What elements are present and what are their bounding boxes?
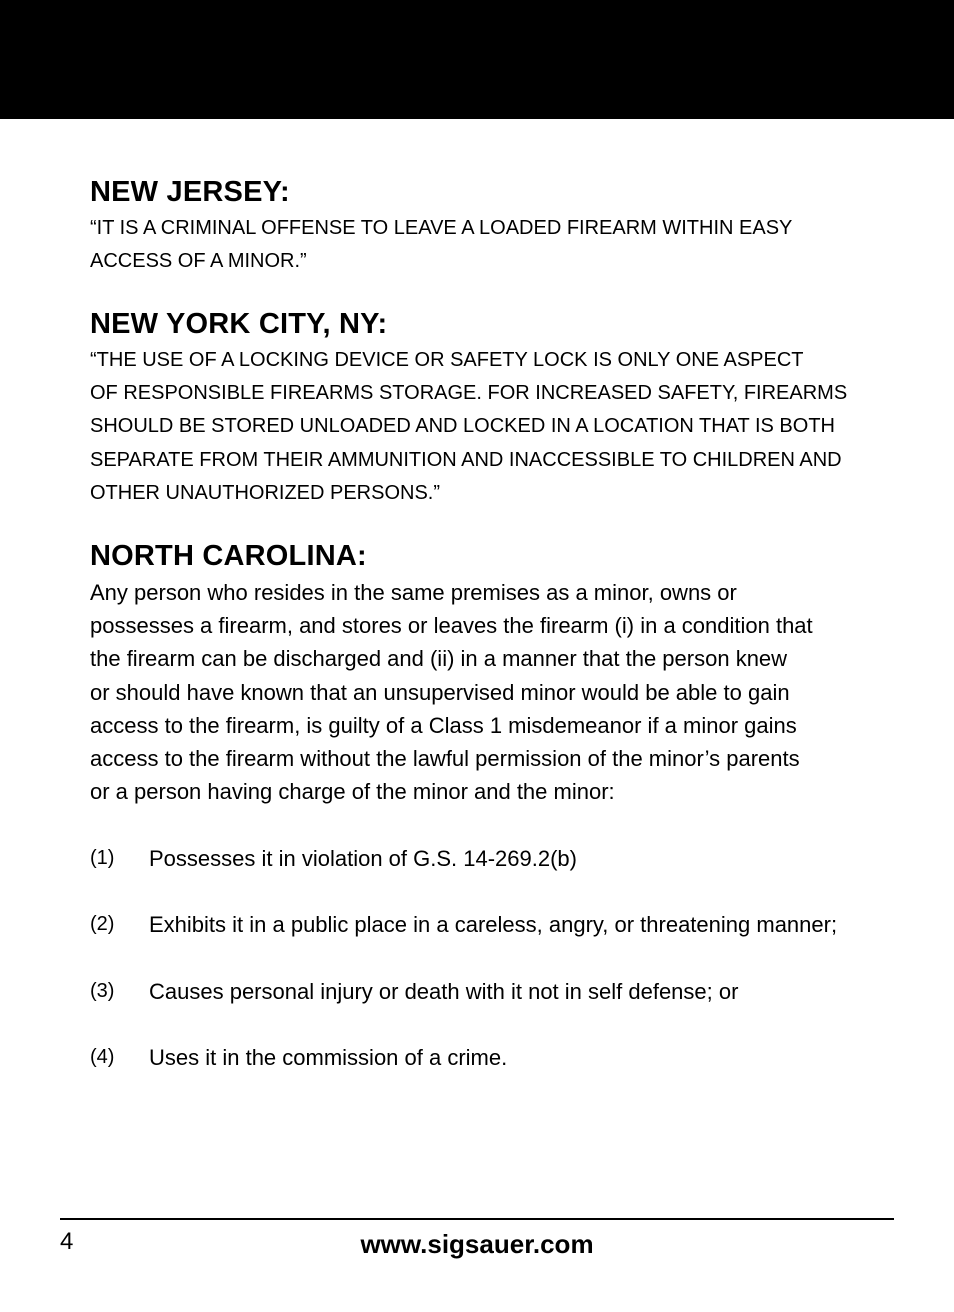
section-line: SHOULD BE STORED UNLOADED AND LOCKED IN A LOCATION THAT IS BOTH	[90, 415, 835, 438]
section-line: SEPARATE FROM THEIR AMMUNITION AND INACCESSIBLE TO CHILDREN AND	[90, 448, 842, 471]
section-line: the firearm can be discharged and (ii) in a manner that the person knew	[90, 646, 788, 672]
section-line: Any person who resides in the same premises as a minor, owns or	[90, 580, 737, 605]
section-north-carolina	[90, 536, 813, 808]
footer-divider	[60, 1218, 894, 1220]
section-heading: NEW YORK CITY, NY:	[90, 308, 388, 340]
list-item-text: Possesses it in violation of G.S. 14-269.2(b)	[149, 846, 577, 871]
section-line: or should have known that an unsupervised minor would be able to gain	[90, 679, 790, 705]
list-item-number: (2)	[90, 913, 115, 936]
list-item-number: (1)	[90, 847, 115, 869]
section-new-york-city	[90, 304, 847, 510]
list-item	[90, 975, 900, 1041]
section-line: access to the firearm without the lawful permission of the minor’s parents	[90, 746, 800, 772]
section-line: ACCESS OF A MINOR.”	[90, 250, 307, 273]
page-number: 4	[60, 1228, 74, 1255]
list-item-number: (4)	[90, 1046, 115, 1069]
list-item	[90, 842, 900, 908]
section-heading: NORTH CAROLINA:	[90, 540, 367, 572]
list-item	[90, 908, 900, 974]
section-line: OF RESPONSIBLE FIREARMS STORAGE. FOR INCREASED SAFETY, FIREARMS	[90, 382, 848, 405]
section-heading: NEW JERSEY:	[90, 176, 290, 208]
section-line: possesses a firearm, and stores or leaves the firearm (i) in a condition that	[90, 613, 813, 639]
section-line: “IT IS A CRIMINAL OFFENSE TO LEAVE A LOADED FIREARM WITHIN EASY	[90, 217, 793, 239]
footer-website-link[interactable]: www.sigsauer.com	[360, 1229, 594, 1259]
list-item-text: Exhibits it in a public place in a careless, angry, or threatening manner;	[149, 912, 838, 938]
section-new-jersey	[90, 172, 792, 278]
list-item	[90, 1041, 900, 1107]
list-item-number: (3)	[90, 979, 115, 1002]
north-carolina-conditions-list	[90, 842, 900, 1108]
section-line: or a person having charge of the minor and the minor:	[90, 779, 615, 805]
section-line: “THE USE OF A LOCKING DEVICE OR SAFETY LOCK IS ONLY ONE ASPECT	[90, 349, 804, 371]
list-item-text: Uses it in the commission of a crime.	[149, 1045, 508, 1071]
header-bar	[0, 0, 954, 119]
list-item-text: Causes personal injury or death with it not in self defense; or	[149, 978, 739, 1004]
section-line: access to the firearm, is guilty of a Class 1 misdemeanor if a minor gains	[90, 712, 797, 738]
section-line: OTHER UNAUTHORIZED PERSONS.”	[90, 481, 441, 504]
